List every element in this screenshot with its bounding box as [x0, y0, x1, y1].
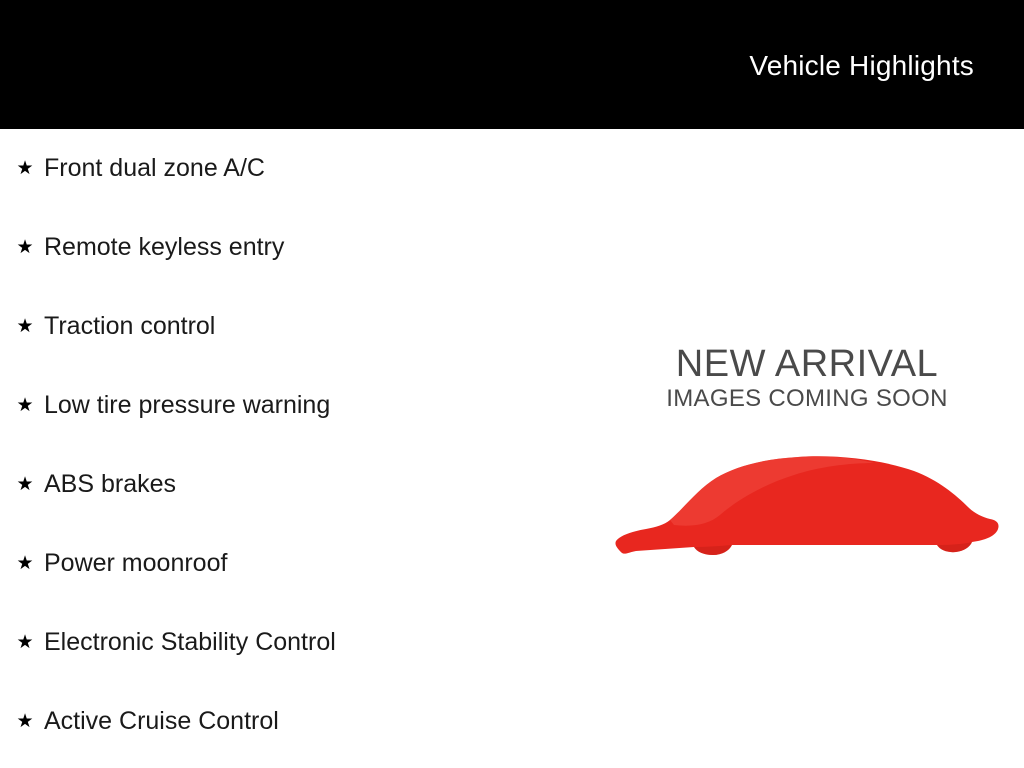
list-item [0, 524, 620, 603]
placeholder-subline: IMAGES COMING SOON [666, 385, 948, 412]
highlight-label: ABS brakes [44, 469, 177, 498]
star-bullet-icon: ★ [16, 316, 34, 337]
highlight-label: Active Cruise Control [44, 706, 279, 735]
highlight-label: Low tire pressure warning [44, 390, 331, 419]
list-item [0, 445, 620, 524]
placeholder-headline: NEW ARRIVAL [675, 343, 939, 385]
page-header [0, 0, 1024, 129]
highlight-label: Remote keyless entry [44, 232, 285, 261]
list-item [0, 287, 620, 366]
highlight-label: Traction control [44, 311, 216, 340]
star-bullet-icon: ★ [16, 632, 34, 653]
list-item [0, 366, 620, 445]
list-item [0, 129, 620, 208]
star-bullet-icon: ★ [16, 474, 34, 495]
star-bullet-icon: ★ [16, 553, 34, 574]
page-title: Vehicle Highlights [749, 50, 974, 81]
star-bullet-icon: ★ [16, 158, 34, 179]
vehicle-highlights-list [0, 129, 620, 761]
covered-car-icon [612, 423, 1002, 565]
list-item [0, 603, 620, 682]
highlight-label: Front dual zone A/C [44, 153, 265, 182]
highlight-label: Power moonroof [44, 548, 228, 577]
highlight-label: Electronic Stability Control [44, 627, 336, 656]
star-bullet-icon: ★ [16, 237, 34, 258]
image-placeholder [612, 345, 1002, 565]
star-bullet-icon: ★ [16, 395, 34, 416]
list-item [0, 208, 620, 287]
star-bullet-icon: ★ [16, 711, 34, 732]
list-item [0, 682, 620, 761]
